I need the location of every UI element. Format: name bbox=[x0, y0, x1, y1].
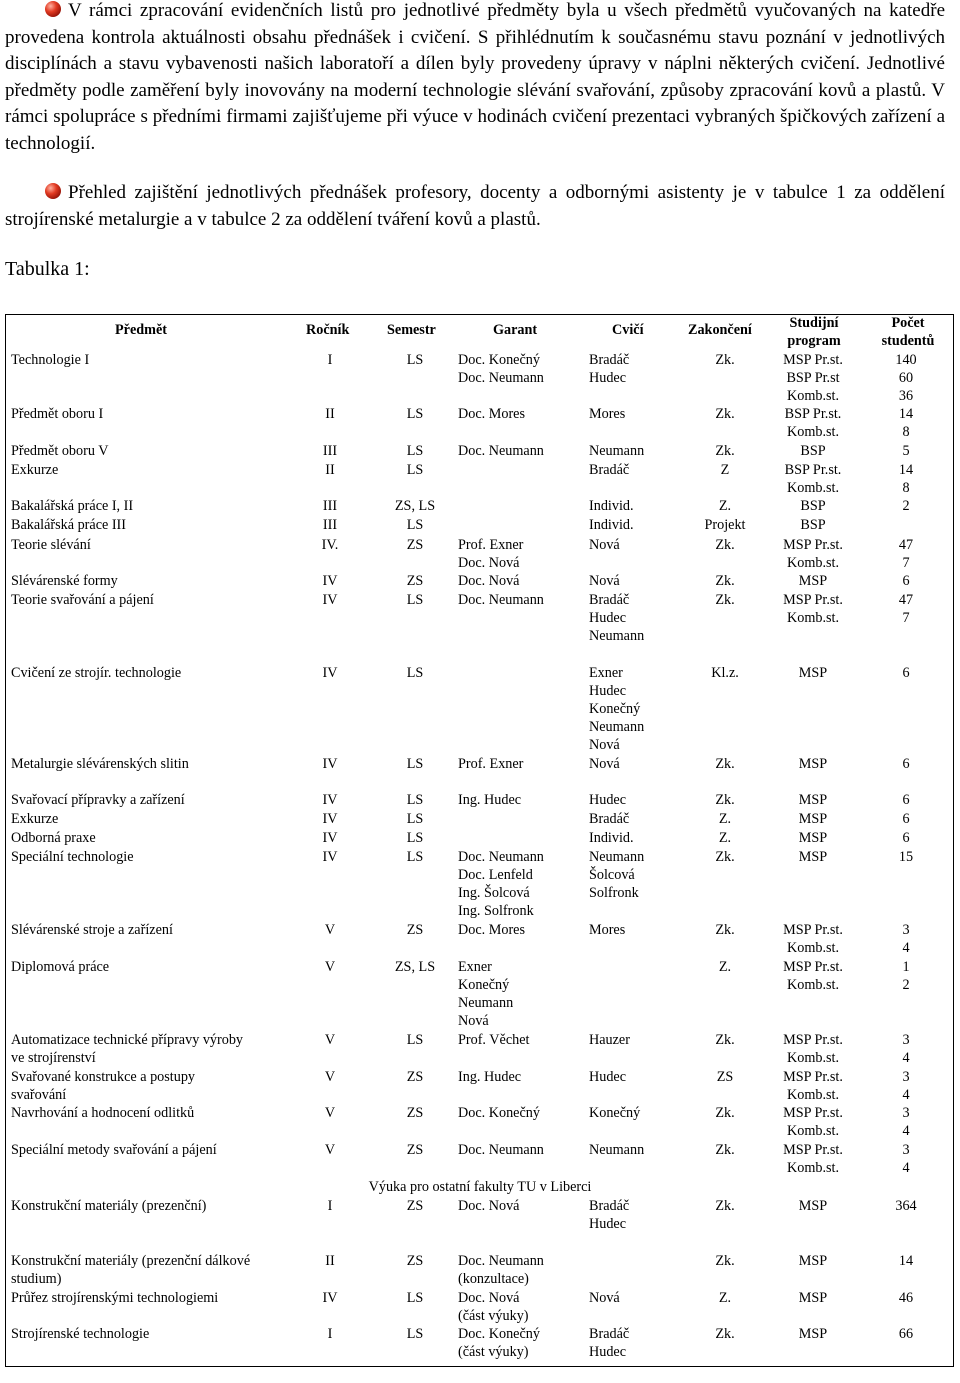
cell-rocnik: IV bbox=[322, 592, 338, 608]
cell-program: MSP Pr.st. Komb.st. bbox=[783, 592, 843, 626]
cell-predmet: Exkurze bbox=[11, 811, 59, 827]
cell-semestr: LS bbox=[406, 352, 424, 368]
cell-garant: Doc. Neumann bbox=[458, 592, 544, 608]
cell-program: MSP Pr.st. Komb.st. bbox=[783, 537, 843, 571]
cell-garant: Prof. Věchet bbox=[458, 1032, 530, 1048]
header-program: Studijní program bbox=[787, 315, 841, 349]
cell-zakonceni: Zk. bbox=[715, 1198, 735, 1214]
cell-program: BSP Pr.st. Komb.st. bbox=[784, 462, 842, 496]
cell-cvici: Konečný bbox=[589, 1105, 641, 1121]
cell-rocnik: IV bbox=[322, 849, 338, 865]
cell-garant: Doc. Neumann bbox=[458, 1142, 544, 1158]
cell-program: MSP Pr.st. Komb.st. bbox=[783, 1142, 843, 1176]
cell-zakonceni: Zk. bbox=[715, 352, 735, 368]
cell-program: MSP Pr.st. Komb.st. bbox=[783, 959, 843, 993]
cell-zakonceni: ZS bbox=[716, 1069, 734, 1085]
cell-program: BSP bbox=[800, 443, 826, 459]
p2-line-0: Přehled zajištění jednotlivých přednášek profesory, docenty a odbornými asistenty je v tabulce bbox=[68, 182, 828, 203]
cell-predmet: Speciální metody svařování a pájení bbox=[11, 1142, 217, 1158]
cell-pocet: 47 7 bbox=[898, 592, 914, 626]
cell-rocnik: III bbox=[322, 517, 338, 533]
cell-garant: Ing. Hudec bbox=[458, 1069, 522, 1085]
p1-line-5: spolupráce s předními firmami zajišťujeme při výuce v hodinách cvičení prezentaci vybraných bbox=[53, 106, 776, 127]
cell-rocnik: V bbox=[324, 1069, 336, 1085]
cell-program: BSP Pr.st. Komb.st. bbox=[784, 406, 842, 440]
cell-pocet: 6 bbox=[902, 792, 910, 808]
cell-program: MSP Pr.st. Komb.st. bbox=[783, 1069, 843, 1103]
cell-zakonceni: Z. bbox=[718, 811, 732, 827]
cell-rocnik: III bbox=[322, 498, 338, 514]
cell-predmet: Konstrukční materiály (prezenční dálkové studium) bbox=[11, 1253, 251, 1287]
cell-cvici: Bradáč bbox=[589, 462, 630, 478]
header-cvici: Cvičí bbox=[612, 322, 644, 338]
cell-pocet: 3 4 bbox=[902, 1032, 910, 1066]
cell-garant: Exner Konečný Neumann Nová bbox=[458, 959, 514, 1029]
cell-zakonceni: Zk. bbox=[715, 1032, 735, 1048]
cell-zakonceni: Zk. bbox=[715, 592, 735, 608]
cell-predmet: Odborná praxe bbox=[11, 830, 96, 846]
cell-semestr: ZS bbox=[406, 573, 424, 589]
cell-predmet: Navrhování a hodnocení odlitků bbox=[11, 1105, 195, 1121]
cell-cvici: Hudec bbox=[589, 1069, 627, 1085]
cell-cvici: Exner Hudec Konečný Neumann Nová bbox=[589, 665, 645, 753]
cell-zakonceni: Z bbox=[720, 462, 730, 478]
cell-predmet: Konstrukční materiály (prezenční) bbox=[11, 1198, 207, 1214]
cell-rocnik: IV bbox=[322, 1290, 338, 1306]
cell-program: MSP bbox=[798, 792, 828, 808]
red-sphere-bullet-icon bbox=[45, 183, 61, 199]
cell-cvici: Mores bbox=[589, 922, 626, 938]
cell-pocet: 2 bbox=[902, 498, 910, 514]
cell-semestr: LS bbox=[406, 665, 424, 681]
cell-rocnik: I bbox=[327, 1198, 333, 1214]
cell-pocet: 6 bbox=[902, 756, 910, 772]
cell-predmet: Teorie slévání bbox=[11, 537, 91, 553]
cell-program: MSP bbox=[798, 849, 828, 865]
cell-cvici: Bradáč Hudec bbox=[589, 1198, 630, 1232]
cell-predmet: Bakalářská práce I, II bbox=[11, 498, 134, 514]
cell-predmet: Slévárenské formy bbox=[11, 573, 118, 589]
cell-pocet: 14 8 bbox=[898, 406, 914, 440]
cell-pocet: 47 7 bbox=[898, 537, 914, 571]
cell-semestr: LS bbox=[406, 1290, 424, 1306]
cell-zakonceni: Z. bbox=[718, 1290, 732, 1306]
cell-predmet: Bakalářská práce III bbox=[11, 517, 127, 533]
cell-zakonceni: Projekt bbox=[704, 517, 746, 533]
header-garant: Garant bbox=[493, 322, 538, 338]
cell-program: MSP bbox=[798, 1253, 828, 1269]
cell-semestr: LS bbox=[406, 811, 424, 827]
cell-semestr: ZS bbox=[406, 1069, 424, 1085]
cell-cvici: Individ. bbox=[589, 498, 634, 514]
cell-zakonceni: Zk. bbox=[715, 922, 735, 938]
cell-garant: Ing. Hudec bbox=[458, 792, 522, 808]
cell-cvici: Bradáč Hudec bbox=[589, 1326, 630, 1360]
cell-zakonceni: Zk. bbox=[715, 1142, 735, 1158]
p2-line-1: 1 za oddělení strojírenské metalurgie a v tabulce 2 za oddělení tváření kovů a plastů. bbox=[5, 182, 945, 230]
cell-program: BSP bbox=[800, 498, 826, 514]
cell-zakonceni: Zk. bbox=[715, 1253, 735, 1269]
cell-rocnik: V bbox=[324, 959, 336, 975]
cell-pocet: 3 4 bbox=[902, 1069, 910, 1103]
cell-rocnik: II bbox=[325, 462, 335, 478]
cell-rocnik: IV bbox=[322, 573, 338, 589]
cell-pocet: 15 bbox=[898, 849, 914, 865]
cell-pocet: 140 60 36 bbox=[895, 352, 917, 404]
cell-garant: Prof. Exner bbox=[458, 756, 524, 772]
cell-zakonceni: Zk. bbox=[715, 573, 735, 589]
cell-pocet: 14 bbox=[898, 1253, 914, 1269]
header-rocnik: Ročník bbox=[306, 322, 350, 338]
cell-cvici: Individ. bbox=[589, 830, 634, 846]
cell-cvici: Nová bbox=[589, 537, 620, 553]
cell-pocet: 6 bbox=[902, 665, 910, 681]
cell-pocet: 3 4 bbox=[902, 1142, 910, 1176]
cell-zakonceni: Zk. bbox=[715, 849, 735, 865]
cell-cvici: Nová bbox=[589, 573, 620, 589]
cell-program: MSP bbox=[798, 811, 828, 827]
cell-rocnik: IV bbox=[322, 792, 338, 808]
p1-line-4: inovovány na moderní technologie slévání svařování, způsoby zpracování kovů a plastů. V rámci bbox=[5, 79, 946, 127]
cell-pocet: 1 2 bbox=[902, 959, 910, 993]
cell-program: MSP bbox=[798, 1198, 828, 1214]
cell-garant: Doc. Mores bbox=[458, 922, 525, 938]
cell-rocnik: V bbox=[324, 1142, 336, 1158]
cell-zakonceni: Zk. bbox=[715, 443, 735, 459]
cell-pocet: 46 bbox=[898, 1290, 914, 1306]
cell-zakonceni: Z. bbox=[718, 959, 732, 975]
cell-program: MSP bbox=[798, 573, 828, 589]
cell-rocnik: IV bbox=[322, 756, 338, 772]
cell-rocnik: III bbox=[322, 443, 338, 459]
cell-semestr: ZS bbox=[406, 537, 424, 553]
cell-semestr: LS bbox=[406, 756, 424, 772]
cell-rocnik: V bbox=[324, 922, 336, 938]
cell-predmet: Metalurgie slévárenských slitin bbox=[11, 756, 189, 772]
cell-semestr: LS bbox=[406, 830, 424, 846]
cell-zakonceni: Kl.z. bbox=[711, 665, 739, 681]
cell-garant: Doc. Konečný Doc. Neumann bbox=[458, 352, 544, 386]
cell-predmet: Svařovací přípravky a zařízení bbox=[11, 792, 185, 808]
cell-cvici: Bradáč Hudec bbox=[589, 352, 630, 386]
cell-cvici: Neumann bbox=[589, 1142, 645, 1158]
cell-predmet: Speciální technologie bbox=[11, 849, 134, 865]
cell-pocet: 364 bbox=[895, 1198, 917, 1214]
cell-cvici: Neumann bbox=[589, 443, 645, 459]
header-pocet: Počet studentů bbox=[881, 315, 935, 349]
cell-semestr: ZS bbox=[406, 1198, 424, 1214]
cell-semestr: ZS bbox=[406, 922, 424, 938]
cell-garant: Doc. Neumann bbox=[458, 443, 544, 459]
cell-cvici: Hudec bbox=[589, 792, 627, 808]
header-predmet: Předmět bbox=[115, 322, 167, 338]
cell-program: MSP Pr.st. Komb.st. bbox=[783, 1105, 843, 1139]
cell-cvici: Individ. bbox=[589, 517, 634, 533]
cell-zakonceni: Z. bbox=[718, 498, 732, 514]
cell-cvici: Hauzer bbox=[589, 1032, 630, 1048]
cell-zakonceni: Zk. bbox=[715, 756, 735, 772]
cell-zakonceni: Zk. bbox=[715, 1105, 735, 1121]
cell-program: MSP bbox=[798, 1326, 828, 1342]
section-note: Výuka pro ostatní fakulty TU v Liberci bbox=[368, 1179, 592, 1195]
cell-program: BSP bbox=[800, 517, 826, 533]
cell-semestr: LS bbox=[406, 443, 424, 459]
cell-semestr: ZS, LS bbox=[394, 498, 436, 514]
cell-semestr: ZS bbox=[406, 1105, 424, 1121]
cell-pocet: 6 bbox=[902, 830, 910, 846]
cell-garant: Doc. Neumann Doc. Lenfeld Ing. Šolcová Ing. Solfronk bbox=[458, 849, 544, 919]
cell-semestr: LS bbox=[406, 849, 424, 865]
cell-program: MSP Pr.st. Komb.st. bbox=[783, 1032, 843, 1066]
cell-rocnik: II bbox=[325, 406, 335, 422]
cell-semestr: LS bbox=[406, 792, 424, 808]
p1-line-2: k současnému stavu poznání v jednotlivých disciplínách a stavu vybavenosti našich laboratoří a dílen bbox=[5, 26, 946, 74]
cell-rocnik: I bbox=[327, 1326, 333, 1342]
cell-garant: Doc. Konečný (část výuky) bbox=[458, 1326, 540, 1360]
cell-semestr: LS bbox=[406, 1032, 424, 1048]
cell-cvici: Nová bbox=[589, 756, 620, 772]
cell-pocet: 6 bbox=[902, 811, 910, 827]
red-sphere-bullet-icon bbox=[45, 1, 61, 17]
cell-garant: Doc. Nová bbox=[458, 1198, 520, 1214]
cell-predmet: Automatizace technické přípravy výroby ve strojírenství bbox=[11, 1032, 244, 1066]
cell-cvici: Mores bbox=[589, 406, 626, 422]
cell-semestr: LS bbox=[406, 1326, 424, 1342]
cell-program: MSP bbox=[798, 665, 828, 681]
cell-zakonceni: Z. bbox=[718, 830, 732, 846]
cell-rocnik: IV bbox=[322, 811, 338, 827]
intro-paragraph-2 bbox=[5, 180, 945, 233]
cell-pocet: 5 bbox=[902, 443, 910, 459]
cell-predmet: Technologie I bbox=[11, 352, 90, 368]
p1-line-6: špičkových zařízení a technologií. bbox=[5, 106, 945, 154]
cell-program: MSP Pr.st. Komb.st. bbox=[783, 922, 843, 956]
cell-predmet: Svařované konstrukce a postupy svařování bbox=[11, 1069, 196, 1103]
p1-line-0: V rámci zpracování evidenčních listů pro jednotlivé předměty byla u všech předmětů bbox=[68, 0, 747, 21]
cell-predmet: Předmět oboru I bbox=[11, 406, 104, 422]
table-label: Tabulka 1: bbox=[5, 258, 90, 280]
intro-paragraph-1 bbox=[5, 0, 945, 157]
cell-predmet: Exkurze bbox=[11, 462, 59, 478]
cell-garant: Prof. Exner Doc. Nová bbox=[458, 537, 524, 571]
cell-rocnik: IV bbox=[322, 830, 338, 846]
cell-predmet: Strojírenské technologie bbox=[11, 1326, 150, 1342]
cell-semestr: ZS bbox=[406, 1253, 424, 1269]
cell-predmet: Slévárenské stroje a zařízení bbox=[11, 922, 173, 938]
cell-rocnik: V bbox=[324, 1032, 336, 1048]
cell-program: MSP bbox=[798, 1290, 828, 1306]
header-semestr: Semestr bbox=[387, 322, 436, 338]
cell-pocet: 14 8 bbox=[898, 462, 914, 496]
cell-predmet: Diplomová práce bbox=[11, 959, 110, 975]
cell-garant: Doc. Neumann (konzultace) bbox=[458, 1253, 544, 1287]
cell-rocnik: II bbox=[325, 1253, 335, 1269]
cell-rocnik: I bbox=[327, 352, 333, 368]
cell-predmet: Teorie svařování a pájení bbox=[11, 592, 154, 608]
cell-cvici: Bradáč bbox=[589, 811, 630, 827]
cell-garant: Doc. Konečný bbox=[458, 1105, 540, 1121]
header-zakonceni: Zakončení bbox=[688, 322, 752, 338]
cell-semestr: LS bbox=[406, 517, 424, 533]
cell-predmet: Cvičení ze strojír. technologie bbox=[11, 665, 182, 681]
cell-predmet: Předmět oboru V bbox=[11, 443, 109, 459]
cell-pocet: 3 4 bbox=[902, 1105, 910, 1139]
cell-semestr: ZS bbox=[406, 1142, 424, 1158]
cell-pocet: 3 4 bbox=[902, 922, 910, 956]
cell-cvici: Neumann Šolcová Solfronk bbox=[589, 849, 645, 901]
p1-line-3: byly provedeny úpravy v náplni některých cvičení. Jednotlivé předměty podle zaměření byly bbox=[5, 53, 945, 101]
cell-predmet: Průřez strojírenskými technologiemi bbox=[11, 1290, 219, 1306]
cell-cvici: Bradáč Hudec Neumann bbox=[589, 592, 645, 644]
cell-pocet: 6 bbox=[902, 573, 910, 589]
cell-zakonceni: Zk. bbox=[715, 1326, 735, 1342]
cell-zakonceni: Zk. bbox=[715, 792, 735, 808]
cell-cvici: Nová bbox=[589, 1290, 620, 1306]
cell-rocnik: IV bbox=[322, 665, 338, 681]
cell-semestr: LS bbox=[406, 592, 424, 608]
cell-semestr: LS bbox=[406, 462, 424, 478]
cell-rocnik: IV. bbox=[321, 537, 339, 553]
cell-zakonceni: Zk. bbox=[715, 406, 735, 422]
p1-line-1: vyučovaných na katedře provedena kontrola aktuálnosti obsahu přednášek i cvičení. S přihlédnutím bbox=[5, 0, 945, 48]
cell-garant: Doc. Nová bbox=[458, 573, 520, 589]
cell-zakonceni: Zk. bbox=[715, 537, 735, 553]
cell-rocnik: V bbox=[324, 1105, 336, 1121]
cell-semestr: LS bbox=[406, 406, 424, 422]
cell-garant: Doc. Mores bbox=[458, 406, 525, 422]
cell-pocet: 66 bbox=[898, 1326, 914, 1342]
cell-program: MSP Pr.st. BSP Pr.st Komb.st. bbox=[783, 352, 843, 404]
cell-semestr: ZS, LS bbox=[394, 959, 436, 975]
cell-garant: Doc. Nová (část výuky) bbox=[458, 1290, 529, 1324]
cell-program: MSP bbox=[798, 756, 828, 772]
cell-program: MSP bbox=[798, 830, 828, 846]
